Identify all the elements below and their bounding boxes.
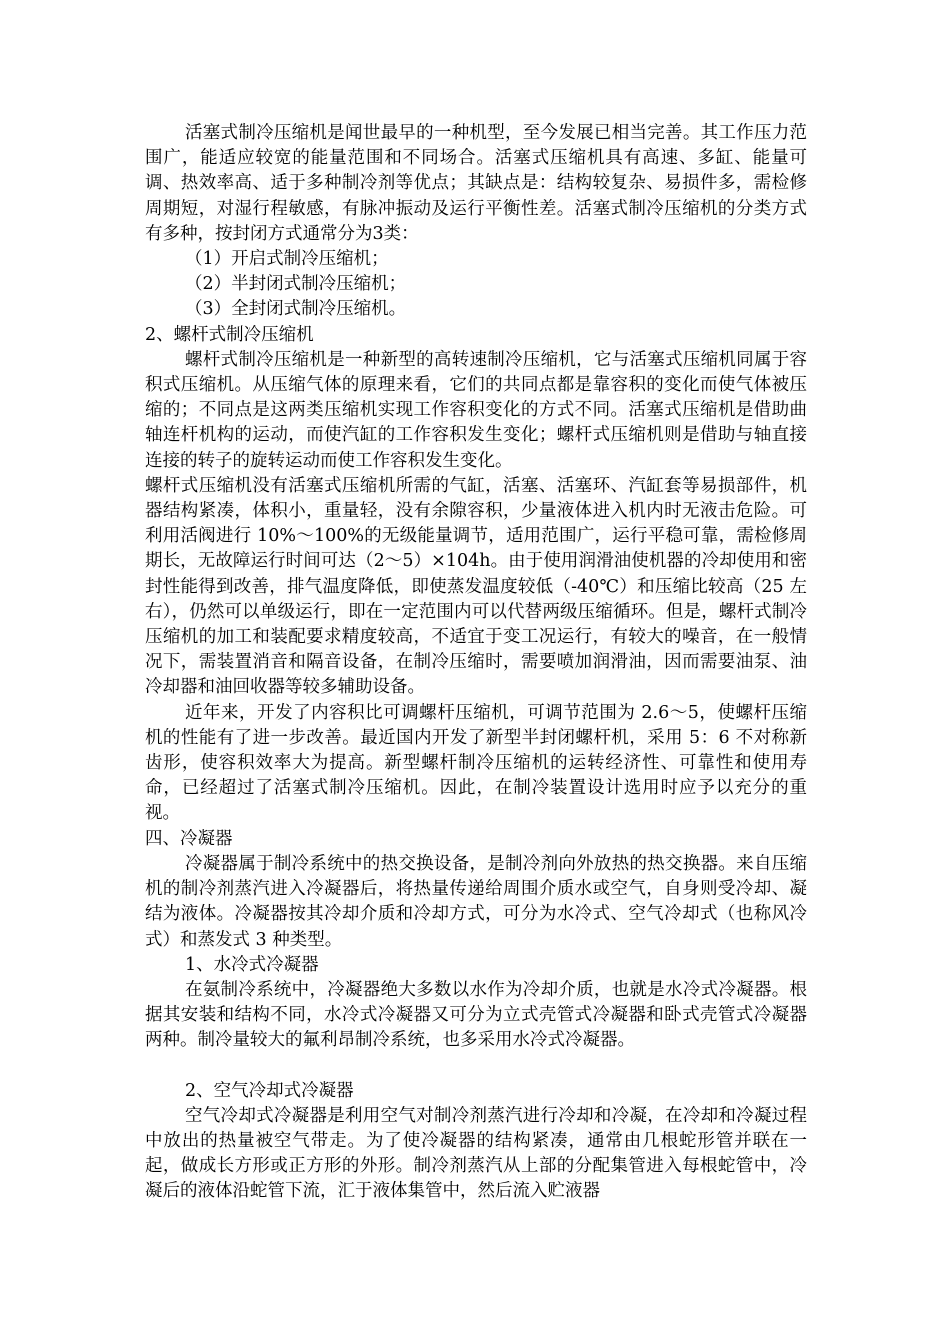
paragraph-screw-intro: 螺杆式制冷压缩机是一种新型的高转速制冷压缩机，它与活塞式压缩机同属于容积式压缩机。从压缩气体的原理来看，它们的共同点都是靠容积的变化而使气体被压缩的；不同点是这两类压缩机实现工作容积变化的方式不同。活塞式压缩机是借助曲轴连杆机构的运动，而使汽缸的工作容积发生变化；螺杆式压缩机则是借助与轴直接连接的转子的旋转运动而使工作容积发生变化。 <box>145 349 807 471</box>
list-item-semi-hermetic: （2）半封闭式制冷压缩机； <box>185 274 407 295</box>
list-item-open: （1）开启式制冷压缩机； <box>185 249 389 270</box>
paragraph-condenser-intro: 冷凝器属于制冷系统中的热交换设备，是制冷剂向外放热的热交换器。来自压缩机的制冷剂蒸汽进入冷凝器后，将热量传递给周围介质水或空气，自身则受冷却、凝结为液体。冷凝器按其冷却介质和冷却方式，可分为水冷式、空气冷却式（也称风冷式）和蒸发式 3 种类型。 <box>145 853 807 950</box>
heading-water-cooled: 1、水冷式冷凝器 <box>185 954 319 975</box>
paragraph-water-cooled: 在氨制冷系统中，冷凝器绝大多数以水作为冷却介质，也就是水冷式冷凝器。根据其安装和结构不同，水冷式冷凝器又可分为立式壳管式冷凝器和卧式壳管式冷凝器两种。制冷量较大的氟利昂制冷系统，也多采用水冷式冷凝器。 <box>145 979 807 1051</box>
list-item-hermetic: （3）全封闭式制冷压缩机。 <box>185 299 407 320</box>
paragraph-air-cooled: 空气冷却式冷凝器是利用空气对制冷剂蒸汽进行冷却和冷凝，在冷却和冷凝过程中放出的热量被空气带走。为了使冷凝器的结构紧凑，通常由几根蛇形管并联在一起，做成长方形或正方形的外形。制冷剂蒸汽从上部的分配集管进入每根蛇管中，冷凝后的液体沿蛇管下流，汇于液体集管中，然后流入贮液器 <box>145 1105 807 1202</box>
document-page <box>145 121 807 1205</box>
paragraph-screw-recent: 近年来，开发了内容积比可调螺杆压缩机，可调节范围为 2.6～5，使螺杆压缩机的性能有了进一步改善。最近国内开发了新型半封闭螺杆机，采用 5：6 不对称新齿形，使容积效率大为提高。新型螺杆制冷压缩机的运转经济性、可靠性和使用寿命，已经超过了活塞式制冷压缩机。因此，在制冷装置设计选用时应予以充分的重视。 <box>145 702 807 824</box>
heading-screw-compressor: 2、螺杆式制冷压缩机 <box>145 324 314 345</box>
heading-condenser: 四、冷凝器 <box>145 828 233 849</box>
heading-air-cooled: 2、空气冷却式冷凝器 <box>185 1080 354 1101</box>
blank-line <box>145 1054 807 1079</box>
paragraph-piston-compressor: 活塞式制冷压缩机是闻世最早的一种机型，至今发展已相当完善。其工作压力范围广，能适应较宽的能量范围和不同场合。活塞式压缩机具有高速、多缸、能量可调、热效率高、适于多种制冷剂等优点；其缺点是：结构较复杂、易损件多，需检修周期短，对湿行程敏感，有脉冲振动及运行平衡性差。活塞式制冷压缩机的分类方式有多种，按封闭方式通常分为3类： <box>145 123 807 244</box>
paragraph-screw-features: 螺杆式压缩机没有活塞式压缩机所需的气缸，活塞、活塞环、汽缸套等易损部件，机器结构紧凑，体积小，重量轻，没有余隙容积，少量液体进入机内时无液击危险。可利用活阀进行 10%～100%的无级能量调节，适用范围广，运行平稳可靠，需检修周期长，无故障运行时间可达（2～5）×104h。由于使用润滑油使机器的冷却使用和密封性能得到改善，排气温度降低，即使蒸发温度较低（-40℃）和压缩比较高（25 左右），仍然可以单级运行，即在一定范围内可以代替两级压缩循环。但是，螺杆式制冷压缩机的加工和装配要求精度较高，不适宜于变工况运行，有较大的噪音，在一般情况下，需装置消音和隔音设备，在制冷压缩时，需要喷加润滑油，因而需要油泵、油冷却器和油回收器等较多辅助设备。 <box>145 475 807 698</box>
